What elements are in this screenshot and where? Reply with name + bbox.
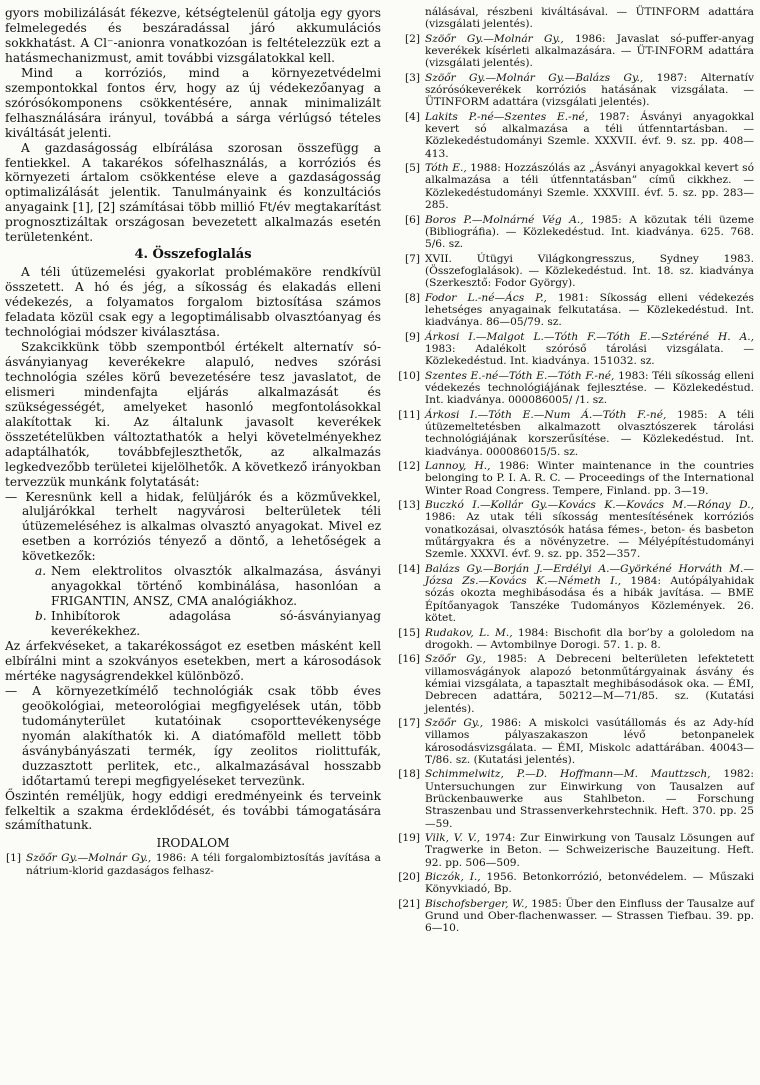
reference-text: 1986: Javaslat só-puffer-anyag keverékek kísérleti alkalmazására. — ÜT-INFORM adattára (vizsgálati jelentés). [425,32,754,70]
reference-author: Szentes E.-né—Tóth E.—Tóth F.-né, [425,369,615,382]
reference-author: Szöőr Gy., [425,653,486,666]
paragraph-hope: Őszintén reméljük, hogy eddigi eredményeink és terveink felkeltik a szakma érdeklődését, és további támogatására számíthatunk. [5,788,381,833]
paragraph-continued: gyors mobilizálását fékezve, kétségtelenül gátolja egy gyors felmelegedés és beszáradással járó akkumulációs sokkhatást. A Cl⁻-anionra vonatkozóan is feltételezzük ezt a hatásmechanizmust, amit további vizsgálatokkal kell. [5,6,381,65]
reference-item [398,331,754,368]
right-column [398,6,754,937]
sub-item-a [5,564,381,609]
reference-text: 1981: Síkosság elleni védekezés lehetséges anyagainak felkutatása. — Közlekedéstud. Int. kiadványa. 86—05/79. sz. [425,291,754,329]
reference-item [398,33,754,70]
reference-body [425,871,754,896]
reference-number: [5] [404,162,420,175]
reference-body [425,460,754,497]
reference-body [425,162,754,211]
reference-author: Lannoy, H., [425,460,491,473]
reference-number: [14] [398,562,420,575]
reference-number: [2] [404,32,420,45]
reference-author: Tóth E., [425,162,467,175]
reference-author: Bischofsberger, W., [425,897,528,910]
reference-number: [13] [398,499,420,512]
reference-number: [18] [398,768,420,781]
reference-text: 1983: Téli síkosság elleni védekezés technológiájának fejlesztése. — Közlekedéstud. Int. kiadványa. 000086005/ /1. sz. [425,369,754,407]
reference-author: Rudakov, L. M., [425,626,513,639]
reference-text: XVII. Útügyi Világkongresszus, Sydney 1983. (Összefoglalások). — Közlekedéstud. Int. 18. sz. kiadványa (Szerkesztő: Fodor György). [425,252,754,290]
reference-body [425,33,754,70]
reference-author: Szöőr Gy.—Molnár Gy., [26,852,152,865]
reference-number: [20] [398,871,420,884]
reference-body [425,111,754,160]
reference-number: [4] [404,110,420,123]
reference-body [425,717,754,766]
reference-body [425,331,754,368]
reference-item [398,627,754,652]
reference-body [425,653,754,715]
reference-author: Lakits P.-né—Szentes E.-né, [425,110,589,123]
reference-number: [3] [404,71,420,84]
reference-text: 1986: A miskolci vasútállomás és az Ady-híd villamos pályaszakaszon lévő betonpanelek károsodásvizsgálata. — ÉMI, Miskolc adattárában. 40043—T/86. sz. (Kutatási jelentés). [425,716,754,766]
reference-item [398,768,754,830]
section-heading: 4. Összefoglalás [134,247,252,263]
reference-number: [10] [398,369,420,382]
reference-text: 1987: Alternatív szórósókeverékek korróziós hatásának vizsgálata. — ÜTINFORM adattára (vizsgálati jelentés). [425,71,754,109]
reference-author: Vilk, V. V., [425,832,481,844]
reference-number: [9] [404,330,420,343]
sub-item-text: Inhibítorok adagolása só-ásványianyag keverékekhez. [51,609,381,639]
reference-body [425,768,754,830]
reference-item [398,409,754,458]
reference-item [398,717,754,766]
reference-text: 1983: Adalékolt szóróső tárolási vizsgálata. — Közlekedéstud. Int. kiadványa. 151032. sz. [425,342,754,368]
reference-author: Árkosi I.—Tóth E.—Num Á.—Tóth F.-né, [425,408,667,421]
paragraph-economy: A gazdaságosság elbírálása szorosan összefügg a fentiekkel. A takarékos sófelhasználás, a korróziós és környezeti ártalom csökkentése eleve a gazdaságosság optimalizálását jelentik. Tanulmányaink és konzultációs anyagaink [1], [2] számításai több millió Ft/év megtakarítást prognosztizáltak országosan bevezetett alkalmazás esetén területenként. [5,140,381,245]
reference-number: [15] [398,626,420,639]
dash-item-bridges: — Keresnünk kell a hidak, felüljárók és a közművekkel, aluljárókkal terhelt nagyvárosi belterületek téli útüzemeléséhez is alkalmas olvasztó anyagokat. Mivel ez esetben a korróziós tényező a döntő, a lehetőségek a következők: [5,489,381,564]
reference-number: [1] [5,852,21,865]
reference-text: 1982: Untersuchungen zur Einwirkung von Tausalzen auf Brückenbauwerke aus Stahlbeton. — Forschung Straszenbau und Strassenverkehrstechnik. Heft. 370. pp. 25—59. [425,768,754,830]
reference-number: [19] [398,832,420,844]
reference-author: Schimmelwitz, P.—D. Hoffmann—M. Mauttzsch, [425,768,711,781]
reference-body [425,370,754,407]
reference-number: [7] [404,252,420,265]
reference-body [425,898,754,935]
reference-text: 1987: Ásványi anyagokkal kevert só alkalmazása a téli útfenntartásban. — Közlekedéstudományi Szemle. XXXVII. évf. 9. sz. pp. 408—413. [425,110,755,160]
reference-text: 1986: A téli forgalombiztosítás javítása a nátrium-klorid gazdaságos felhasz- [26,852,381,877]
paragraph-summary-intro: A téli útüzemelési gyakorlat problémaköre rendkívül összetett. A hó és jég, a síkosság és elakadás elleni védekezés, a folyamatos forgalom biztosítása számos feladata közül csak egy a legoptimálisabb olvasztóanyag és technológiai módszer kiválasztása. [5,265,381,340]
reference-text: 1984: Bischofit dla bor’by a gololedom na drogokh. — Avtombilnye Dorogi. 57. 1. p. 8. [425,626,754,651]
reference-list [398,33,754,935]
reference-author: Boros P.—Molnárné Vég A., [425,213,584,226]
reference-item [398,253,754,290]
references-heading: IRODALOM [156,836,230,851]
dash-item-environment: — A környezetkímélő technológiák csak több éves geoökológiai, meteorológiai megfigyelések után, több tudományterület kutatóinak csoporttevékenysége nyomán alakíthatók ki. A diatómaföld mellett több ásványbányászati termék, így zeolitos riolittufák, duzzasztott perlitek, etc., alkalmazásával hosszabb időtartamú terepi megfigyeléseket tervezünk. [5,683,381,788]
reference-body [425,832,754,869]
reference-item [398,832,754,869]
reference-text: 1974: Zur Einwirkung von Tausalz Lösungen auf Tragwerke in Beton. — Schweizerische Bauzeitung. Heft. 92. pp. 506—509. [425,832,754,869]
reference-number: [11] [398,408,420,421]
reference-item [398,563,754,625]
paragraph-ditch: Az árfekvéseket, a takarékosságot ez esetben másként kell elbírálni mint a szokványos esetekben, mert a károsodások mértéke nagyságrendekkel különböző. [5,639,381,683]
left-column [5,6,381,879]
reference-item [5,852,381,877]
reference-author: Balázs Gy.—Borján J.—Erdélyi A.—Györkéné Horváth M.—Józsa Zs.—Kovács K.—Németh I., [425,562,754,588]
reference-number: [6] [404,213,420,226]
sub-item-b [5,609,381,639]
reference-item [398,871,754,896]
reference-item [398,460,754,497]
reference-author: Biczók, I., [425,871,481,884]
reference-text: 1986: Az utak téli síkosság mentesítésének korróziós vonatkozásai, olvasztósók hatása fémes-, beton- és basbeton műtárgyakra és a növényzetre. — Mélyépítéstudományi Szemle. XXXVI. évf. 9. sz. pp. 352—357. [425,511,754,561]
reference-item [398,72,754,109]
reference-body [425,499,754,561]
reference-item [398,898,754,935]
reference-text: 1986: Winter maintenance in the countries belonging to P. I. A. R. C. — Proceedings of the International Winter Road Congress. Tempere, Finland. pp. 3—19. [425,460,754,497]
reference-item [398,653,754,715]
sub-item-label: b. [35,609,47,624]
paragraph-corrosion: Mind a korróziós, mind a környezetvédelmi szempontokkal fontos érv, hogy az új védekezőanyag a szórósókomponens csökkentésére, annak minimalizált felhasználására irányul, továbbá a sárga vérlúgsó tételes kiváltását jelenti. [5,65,381,140]
reference-text: 1985: A közutak téli üzeme (Bibliográfia). — Közlekedéstud. Int. kiadványa. 625. 768. 5/6. sz. [425,213,754,251]
reference-body [26,852,381,877]
sub-item-text: Nem elektrolitos olvasztók alkalmazása, ásványi anyagokkal történő kombinálása, hasonlóan a FRIGANTIN, ANSZ, CMA analógiákhoz. [51,564,381,609]
reference-text: 1985: A téli útüzemeltetésben alkalmazott olvasztószerek tárolási technológiájának korszerűsítése. — Közlekedéstud. Int. kiadványa. 000086015/5. sz. [425,408,755,458]
reference-author: Fodor L.-né—Ács P., [425,291,547,304]
reference-item [398,162,754,211]
reference-number: [17] [398,716,420,729]
reference-number: [21] [398,897,420,910]
paragraph-summary-proposal: Szakcikkünk több szempontból értékelt alternatív só-ásványianyag keverékekre alapuló, nedves szórási technológia széles körű bevezetésére tesz javaslatot, de elismeri mindenfajta eljárás alkalmazását és szükségességét, amelyeket hasonló megfontolásokkal alakítottak ki. Az általunk javasolt keverékek összetételükben változtathatók a helyi követelményekhez adaptálhatók, továbbfejleszthetők, az alkalmazás legkedvezőbb területei kijelölhetők. A következő irányokban tervezzük munkánk folytatását: [5,339,381,489]
reference-text: 1956. Betonkorrózió, betonvédelem. — Műszaki Könyvkiadó, Bp. [425,871,754,896]
reference-author: Szöőr Gy.—Molnár Gy.—Balázs Gy., [425,71,644,84]
reference-number: [8] [404,291,420,304]
reference-body [425,627,754,652]
reference-number: [16] [398,653,420,666]
reference-author: Szöőr Gy., [425,716,484,729]
reference-body [425,563,754,625]
reference-continuation: nálásával, részbeni kiváltásával. — ÜTINFORM adattára (vizsgálati jelentés). [425,6,754,31]
reference-text: 1985: A Debreceni belterületen lefektetett villamosvágányok alapozó betonműtárgyainak ásvány és kémiai vizsgálata, a tapasztalt meghibásodások oka. — ÉMI, Debrecen adattára, 50212—M—71/85. sz. (Kutatási jelentés). [425,653,754,715]
reference-body [425,214,754,251]
sub-item-label: a. [35,564,47,579]
reference-body [425,253,754,290]
reference-text: 1984: Autópályahidak sózás okozta meghibásodása és a hibák javítása. — BME Építőanyagok Tanszéke Tudományos Közlemények. 26. kötet. [425,575,754,625]
reference-number: [12] [398,460,420,473]
reference-item [398,370,754,407]
reference-item [398,214,754,251]
reference-author: Buczkó I.—Kollár Gy.—Kovács K.—Kovács M.—Rónay D., [425,499,754,512]
reference-item [398,499,754,561]
reference-author: Árkosi I.—Malgot L.—Tóth F.—Tóth E.—Sztéréné H. A., [425,330,754,343]
reference-item [398,111,754,160]
reference-author: Szöőr Gy.—Molnár Gy., [425,32,564,45]
reference-body [425,409,754,458]
reference-item [398,292,754,329]
reference-body [425,72,754,109]
reference-body [425,292,754,329]
reference-text: 1988: Hozzászólás az „Ásványi anyagokkal kevert só alkalmazása a téli útfenntatásban” című cikkhez. — Közlekedéstudományi Szemle. XXXVIII. évf. 5. sz. pp. 283—285. [425,162,754,212]
reference-text: 1985: Über den Einfluss der Tausalze auf Grund und Ober-flachenwasser. — Strassen Tiefbau. 39. pp. 6—10. [425,897,755,935]
